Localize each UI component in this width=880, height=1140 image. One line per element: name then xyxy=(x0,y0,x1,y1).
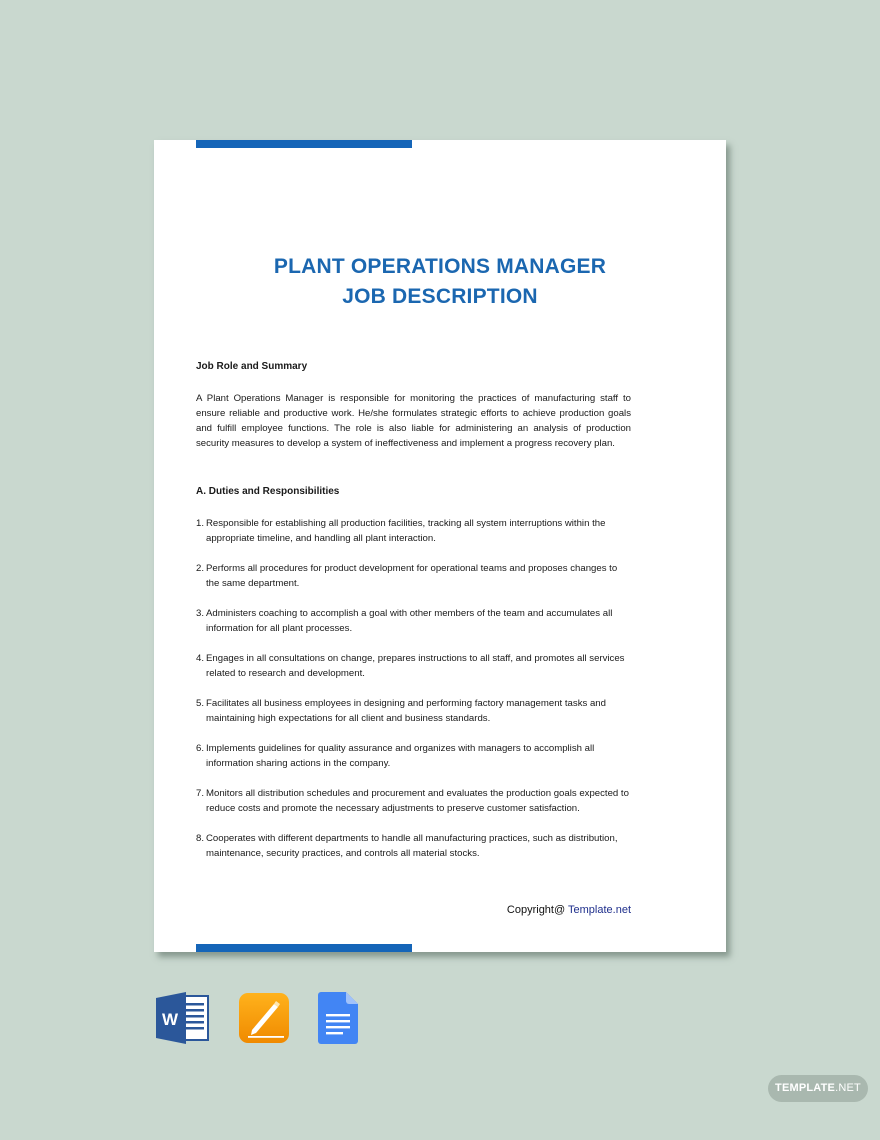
duty-number: 6. xyxy=(196,743,205,754)
copyright-prefix: Copyright@ xyxy=(506,904,569,916)
duty-number: 8. xyxy=(196,833,205,844)
duty-item xyxy=(196,696,631,726)
document-body xyxy=(196,359,631,876)
duty-number: 4. xyxy=(196,653,205,664)
duty-item xyxy=(196,561,631,591)
duty-text: Engages in all consultations on change, prepares instructions to all staff, and promotes all services related to research and development. xyxy=(206,653,625,679)
duty-number: 2. xyxy=(196,563,205,574)
duty-number: 5. xyxy=(196,698,205,709)
duty-text: Facilitates all business employees in designing and performing factory management tasks and maintaining high expectations for all client and business standards. xyxy=(206,698,606,724)
document-title xyxy=(154,252,726,312)
duty-number: 7. xyxy=(196,788,205,799)
duty-item xyxy=(196,651,631,681)
word-icon[interactable] xyxy=(154,992,210,1044)
duties-heading: A. Duties and Responsibilities xyxy=(196,486,340,497)
duty-item xyxy=(196,606,631,636)
copyright-notice xyxy=(507,904,631,916)
duty-text: Cooperates with different departments to handle all manufacturing practices, such as distribution, maintenance, security practices, and controls all material stocks. xyxy=(206,833,618,859)
duty-text: Administers coaching to accomplish a goal with other members of the team and accumulates all information for all plant processes. xyxy=(206,608,613,634)
title-line-1: PLANT OPERATIONS MANAGER xyxy=(273,255,607,278)
summary-heading: Job Role and Summary xyxy=(196,361,308,372)
duty-text: Performs all procedures for product development for operational teams and proposes changes to the same department. xyxy=(206,563,618,589)
svg-text:W: W xyxy=(161,1010,179,1029)
duty-item xyxy=(196,831,631,861)
duties-list xyxy=(196,516,631,861)
duty-text: Implements guidelines for quality assurance and organizes with managers to accomplish all information sharing actions in the company. xyxy=(206,743,595,769)
pages-icon[interactable] xyxy=(238,992,290,1044)
google-docs-icon[interactable] xyxy=(318,992,360,1044)
duty-number: 1. xyxy=(196,518,205,529)
badge-suffix: .NET xyxy=(835,1082,861,1094)
duty-text: Monitors all distribution schedules and procurement and evaluates the production goals expected to reduce costs and promote the necessary adjustments to preserve customer satisfaction. xyxy=(206,788,629,814)
document-page xyxy=(154,140,726,952)
duty-item xyxy=(196,741,631,771)
bottom-accent-bar xyxy=(196,944,412,952)
badge-brand: TEMPLATE xyxy=(775,1082,836,1094)
duty-item xyxy=(196,516,631,546)
duty-number: 3. xyxy=(196,608,205,619)
summary-paragraph: A Plant Operations Manager is responsible for monitoring the practices of manufacturing staff to ensure reliable and productive work. He/she formulates strategic efforts to achieve production goals and fulfill employee functions. The role is also liable for administering an analysis of production security measures to develop a system of ineffectiveness and implement a progress recovery plan. xyxy=(196,393,631,449)
copyright-link[interactable]: Template.net xyxy=(568,904,631,916)
duty-text: Responsible for establishing all production facilities, tracking all system interruptions within the appropriate timeline, and handling all plant interaction. xyxy=(206,518,606,544)
title-line-2: JOB DESCRIPTION xyxy=(342,285,538,308)
duty-item xyxy=(196,786,631,816)
template-net-badge[interactable] xyxy=(768,1075,868,1102)
top-accent-bar xyxy=(196,140,412,148)
